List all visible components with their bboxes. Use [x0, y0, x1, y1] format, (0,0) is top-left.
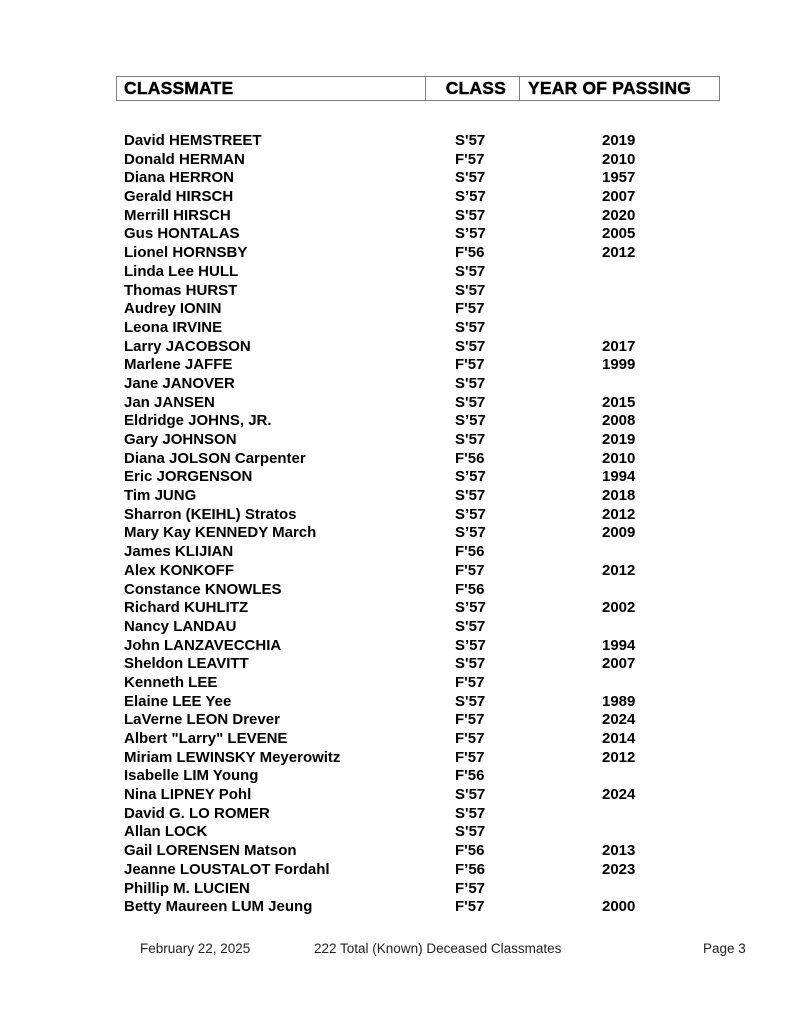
classmate-name: Mary Kay KENNEDY March — [124, 524, 317, 542]
classmate-name: Alex KONKOFF — [124, 561, 235, 579]
classmate-name: Larry JACOBSON — [124, 337, 251, 355]
year-of-passing-value: 2007 — [602, 655, 636, 673]
class-value: F’56 — [455, 860, 486, 878]
table-row — [0, 225, 791, 244]
class-value: S’57 — [455, 412, 486, 430]
table-row — [0, 674, 791, 693]
class-value: S'57 — [455, 786, 486, 804]
table-row — [0, 450, 791, 469]
table-row — [0, 394, 791, 413]
table-row — [0, 823, 791, 842]
class-value: S'57 — [455, 206, 486, 224]
class-value: S’57 — [455, 505, 486, 523]
year-of-passing-value: 2024 — [602, 786, 636, 804]
table-header — [116, 76, 720, 101]
table-row — [0, 319, 791, 338]
class-value: S’57 — [455, 524, 486, 542]
class-value: S'57 — [455, 169, 486, 187]
class-value: S’57 — [455, 188, 486, 206]
class-value: F'57 — [455, 561, 485, 579]
classmate-list — [0, 132, 791, 917]
class-value: F'57 — [455, 898, 485, 916]
year-of-passing-value: 1994 — [602, 468, 636, 486]
class-value: S’57 — [455, 468, 486, 486]
year-of-passing-value: 2002 — [602, 599, 636, 617]
table-row — [0, 767, 791, 786]
classmate-name: Marlene JAFFE — [124, 356, 233, 374]
classmate-name: Gary JOHNSON — [124, 431, 237, 448]
class-value: F'56 — [455, 244, 485, 262]
year-of-passing-value: 2008 — [602, 412, 636, 430]
classmate-name: Sheldon LEAVITT — [124, 655, 249, 673]
year-of-passing-value: 2023 — [602, 860, 636, 878]
year-of-passing-value: 2010 — [602, 150, 636, 168]
table-row — [0, 375, 791, 394]
table-row — [0, 786, 791, 805]
classmate-name: Albert "Larry" LEVENE — [124, 730, 288, 747]
classmate-name: Thomas HURST — [124, 281, 238, 299]
year-of-passing-value: 2012 — [602, 244, 636, 262]
classmate-name: Gerald HIRSCH — [124, 188, 234, 206]
class-value: F'56 — [455, 543, 485, 561]
classmate-name: John LANZAVECCHIA — [124, 636, 282, 654]
year-of-passing-value: 2009 — [602, 524, 636, 542]
year-of-passing-value: 2020 — [602, 206, 636, 224]
classmate-name: Constance KNOWLES — [124, 580, 282, 598]
class-value: S'57 — [455, 318, 486, 336]
footer-page-number: Page 3 — [703, 941, 746, 956]
table-row — [0, 487, 791, 506]
table-row — [0, 468, 791, 487]
table-row — [0, 151, 791, 170]
class-value: F'57 — [455, 711, 485, 729]
table-row — [0, 543, 791, 562]
table-row — [0, 730, 791, 749]
table-row — [0, 207, 791, 226]
classmate-name: Eric JORGENSON — [124, 468, 253, 486]
table-row — [0, 244, 791, 263]
class-value: F'57 — [455, 150, 485, 168]
table-row — [0, 412, 791, 431]
classmate-name: Linda Lee HULL — [124, 262, 239, 280]
class-value: S'57 — [455, 617, 486, 635]
year-of-passing-value: 1999 — [602, 356, 636, 374]
classmate-name: Eldridge JOHNS, JR. — [124, 412, 272, 430]
classmate-name: James KLIJIAN — [124, 543, 234, 561]
table-row — [0, 693, 791, 712]
class-value: S’57 — [455, 636, 486, 654]
class-value: S'57 — [455, 132, 486, 149]
classmate-name: Jan JANSEN — [124, 393, 215, 411]
year-of-passing-value: 2018 — [602, 487, 636, 505]
class-value: F'56 — [455, 767, 485, 785]
table-row — [0, 711, 791, 730]
year-of-passing-value: 2012 — [602, 561, 636, 579]
classmate-name: David HEMSTREET — [124, 132, 262, 149]
class-value: F'57 — [455, 356, 485, 374]
table-row — [0, 749, 791, 768]
year-of-passing-value: 2000 — [602, 898, 636, 916]
year-of-passing-value: 2024 — [602, 711, 636, 729]
table-row — [0, 880, 791, 899]
classmate-name: Diana JOLSON Carpenter — [124, 449, 306, 467]
class-value: F'56 — [455, 842, 485, 860]
class-value: F'56 — [455, 580, 485, 598]
year-of-passing-value: 2010 — [602, 449, 636, 467]
classmate-name: Nancy LANDAU — [124, 617, 237, 635]
table-row — [0, 188, 791, 207]
class-value: F'57 — [455, 730, 485, 747]
class-value: S'57 — [455, 823, 486, 841]
table-row — [0, 562, 791, 581]
classmate-name: Jane JANOVER — [124, 374, 235, 392]
table-row — [0, 282, 791, 301]
classmate-name: Betty Maureen LUM Jeung — [124, 898, 313, 916]
year-of-passing-value: 1957 — [602, 169, 636, 187]
year-of-passing-value: 2013 — [602, 842, 636, 860]
class-value: S'57 — [455, 281, 486, 299]
classmate-name: Lionel HORNSBY — [124, 244, 248, 262]
class-value: S'57 — [455, 692, 486, 710]
class-value: S’57 — [455, 225, 486, 243]
header-year-of-passing: YEAR OF PASSING — [528, 78, 692, 98]
classmate-name: Gus HONTALAS — [124, 225, 240, 243]
table-row — [0, 356, 791, 375]
classmate-name: Leona IRVINE — [124, 318, 223, 336]
classmate-name: Merrill HIRSCH — [124, 206, 231, 224]
table-row — [0, 338, 791, 357]
classmate-name: Donald HERMAN — [124, 150, 245, 168]
year-of-passing-value: 1994 — [602, 636, 636, 654]
classmate-name: Audrey IONIN — [124, 300, 222, 318]
table-row — [0, 655, 791, 674]
year-of-passing-value: 2019 — [602, 132, 636, 149]
class-value: S’57 — [455, 599, 486, 617]
header-class: CLASS — [426, 77, 520, 100]
table-row — [0, 618, 791, 637]
classmate-name: Elaine LEE Yee — [124, 692, 232, 710]
class-value: F’57 — [455, 879, 486, 897]
year-of-passing-value: 2017 — [602, 337, 636, 355]
classmate-name: Allan LOCK — [124, 823, 208, 841]
class-value: S'57 — [455, 374, 486, 392]
year-of-passing-value: 2014 — [602, 730, 636, 747]
year-of-passing-value: 2007 — [602, 188, 636, 206]
table-row — [0, 861, 791, 880]
table-row — [0, 169, 791, 188]
year-of-passing-value: 2019 — [602, 431, 636, 448]
table-row — [0, 805, 791, 824]
footer-date: February 22, 2025 — [140, 941, 251, 956]
classmate-name: Kenneth LEE — [124, 673, 218, 691]
year-of-passing-value: 2012 — [602, 505, 636, 523]
classmate-name: Isabelle LIM Young — [124, 767, 259, 785]
year-of-passing-value: 2012 — [602, 748, 636, 766]
class-value: F'57 — [455, 748, 485, 766]
class-value: S'57 — [455, 431, 486, 448]
year-of-passing-value: 2005 — [602, 225, 636, 243]
table-row — [0, 431, 791, 450]
classmate-name: Richard KUHLITZ — [124, 599, 249, 617]
table-row — [0, 263, 791, 282]
classmate-name: Jeanne LOUSTALOT Fordahl — [124, 860, 330, 878]
classmate-name: LaVerne LEON Drever — [124, 711, 280, 729]
classmate-name: Miriam LEWINSKY Meyerowitz — [124, 748, 341, 766]
class-value: S'57 — [455, 393, 486, 411]
table-row — [0, 300, 791, 319]
table-row — [0, 637, 791, 656]
year-of-passing-value: 1989 — [602, 692, 636, 710]
classmate-name: Sharron (KEIHL) Stratos — [124, 505, 297, 523]
classmate-name: David G. LO ROMER — [124, 804, 270, 822]
table-row — [0, 581, 791, 600]
class-value: F'57 — [455, 300, 485, 318]
footer-total: 222 Total (Known) Deceased Classmates — [314, 941, 562, 956]
table-row — [0, 599, 791, 618]
year-of-passing-value: 2015 — [602, 393, 636, 411]
classmate-name: Phillip M. LUCIEN — [124, 879, 250, 897]
table-row — [0, 524, 791, 543]
class-value: S'57 — [455, 262, 486, 280]
classmate-name: Diana HERRON — [124, 169, 235, 187]
classmate-name: Nina LIPNEY Pohl — [124, 786, 252, 804]
class-value: S'57 — [455, 487, 486, 505]
table-row — [0, 898, 791, 917]
classmate-name: Tim JUNG — [124, 487, 197, 505]
class-value: S'57 — [455, 804, 486, 822]
table-row — [0, 132, 791, 151]
header-classmate: CLASSMATE — [117, 77, 426, 100]
class-value: F'56 — [455, 449, 485, 467]
class-value: S'57 — [455, 337, 486, 355]
table-row — [0, 506, 791, 525]
table-row — [0, 842, 791, 861]
class-value: S'57 — [455, 655, 486, 673]
class-value: F'57 — [455, 673, 485, 691]
classmate-name: Gail LORENSEN Matson — [124, 842, 297, 860]
